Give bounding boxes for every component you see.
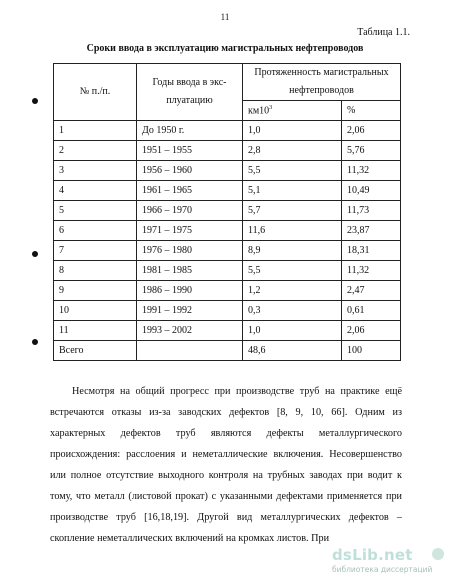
cell-years [137,341,243,361]
cell-years: 1971 – 1975 [137,221,243,241]
cell-years: 1986 – 1990 [137,281,243,301]
table-row [54,301,401,321]
cell-pct: 2,47 [342,281,401,301]
body-paragraph: Несмотря на общий прогресс при производстве труб на практике ещё встречаются отказы из-за заводских дефектов [8, 9, 10, 66]. Одним из характерных дефектов труб являются дефекты металлургического происхождения: расслоения и неметаллические включения. Несовершенство или полное отсутствие выходного контроля на трубных заводах при водит к тому, что металл (листовой прокат) с указанными дефектами применяется при производстве труб [16,18,19]. Другой вид металлургических дефектов – скопление неметаллических включений на кромках листов. При [50,386,402,544]
cell-km: 1,0 [243,121,342,141]
cell-years: 1966 – 1970 [137,201,243,221]
cell-pct: 11,32 [342,161,401,181]
header-km-exp: 3 [269,104,273,111]
watermark-logo: dsLib.net [332,546,413,564]
cell-num: 10 [54,301,137,321]
cell-num: 6 [54,221,137,241]
cell-km: 5,1 [243,181,342,201]
cell-pct: 2,06 [342,121,401,141]
cell-km: 5,7 [243,201,342,221]
cell-num: 1 [54,121,137,141]
cell-pct: 11,73 [342,201,401,221]
table-row [54,281,401,301]
cell-km: 11,6 [243,221,342,241]
cell-km: 1,0 [243,321,342,341]
cell-pct: 0,61 [342,301,401,321]
cell-num: 4 [54,181,137,201]
data-table [53,63,401,361]
watermark [332,546,444,576]
header-km [243,101,342,121]
cell-num: 8 [54,261,137,281]
margin-dot [32,339,38,345]
table-row [54,141,401,161]
cell-num: 5 [54,201,137,221]
cell-years: 1951 – 1955 [137,141,243,161]
cell-pct: 23,87 [342,221,401,241]
header-num: № п./п. [54,64,137,121]
table-header-row [54,64,401,101]
cell-num: 3 [54,161,137,181]
table-total-row [54,341,401,361]
cell-km: 5,5 [243,161,342,181]
cell-km: 8,9 [243,241,342,261]
cell-pct: 2,06 [342,321,401,341]
cell-pct: 100 [342,341,401,361]
margin-dot [32,251,38,257]
cell-pct: 11,32 [342,261,401,281]
table-row [54,201,401,221]
cell-years: 1976 – 1980 [137,241,243,261]
cell-num: 7 [54,241,137,261]
cell-years: До 1950 г. [137,121,243,141]
header-pct: % [342,101,401,121]
table-row [54,181,401,201]
header-years: Годы ввода в экс-плуатацию [137,64,243,121]
cell-num: 9 [54,281,137,301]
cell-num: Всего [54,341,137,361]
table-row [54,161,401,181]
cell-km: 5,5 [243,261,342,281]
cell-num: 2 [54,141,137,161]
cell-km: 2,8 [243,141,342,161]
cell-years: 1993 – 2002 [137,321,243,341]
cell-num: 11 [54,321,137,341]
table-title: Сроки ввода в эксплуатацию магистральных нефтепроводов [86,43,364,54]
table-row [54,241,401,261]
watermark-dot-icon [432,548,444,560]
page-number: 11 [220,12,230,22]
cell-years: 1961 – 1965 [137,181,243,201]
table-row [54,221,401,241]
header-km-base: км10 [248,105,270,117]
margin-dot [32,98,38,104]
table-row [54,121,401,141]
cell-km: 0,3 [243,301,342,321]
header-length: Протяженность магистральных нефтепроводов [243,64,401,101]
cell-pct: 10,49 [342,181,401,201]
table-row [54,321,401,341]
cell-km: 1,2 [243,281,342,301]
cell-years: 1956 – 1960 [137,161,243,181]
cell-pct: 5,76 [342,141,401,161]
table-row [54,261,401,281]
cell-pct: 18,31 [342,241,401,261]
cell-km: 48,6 [243,341,342,361]
table-label: Таблица 1.1. [357,27,410,38]
cell-years: 1991 – 1992 [137,301,243,321]
cell-years: 1981 – 1985 [137,261,243,281]
watermark-subtitle: библиотека диссертаций [332,565,433,574]
